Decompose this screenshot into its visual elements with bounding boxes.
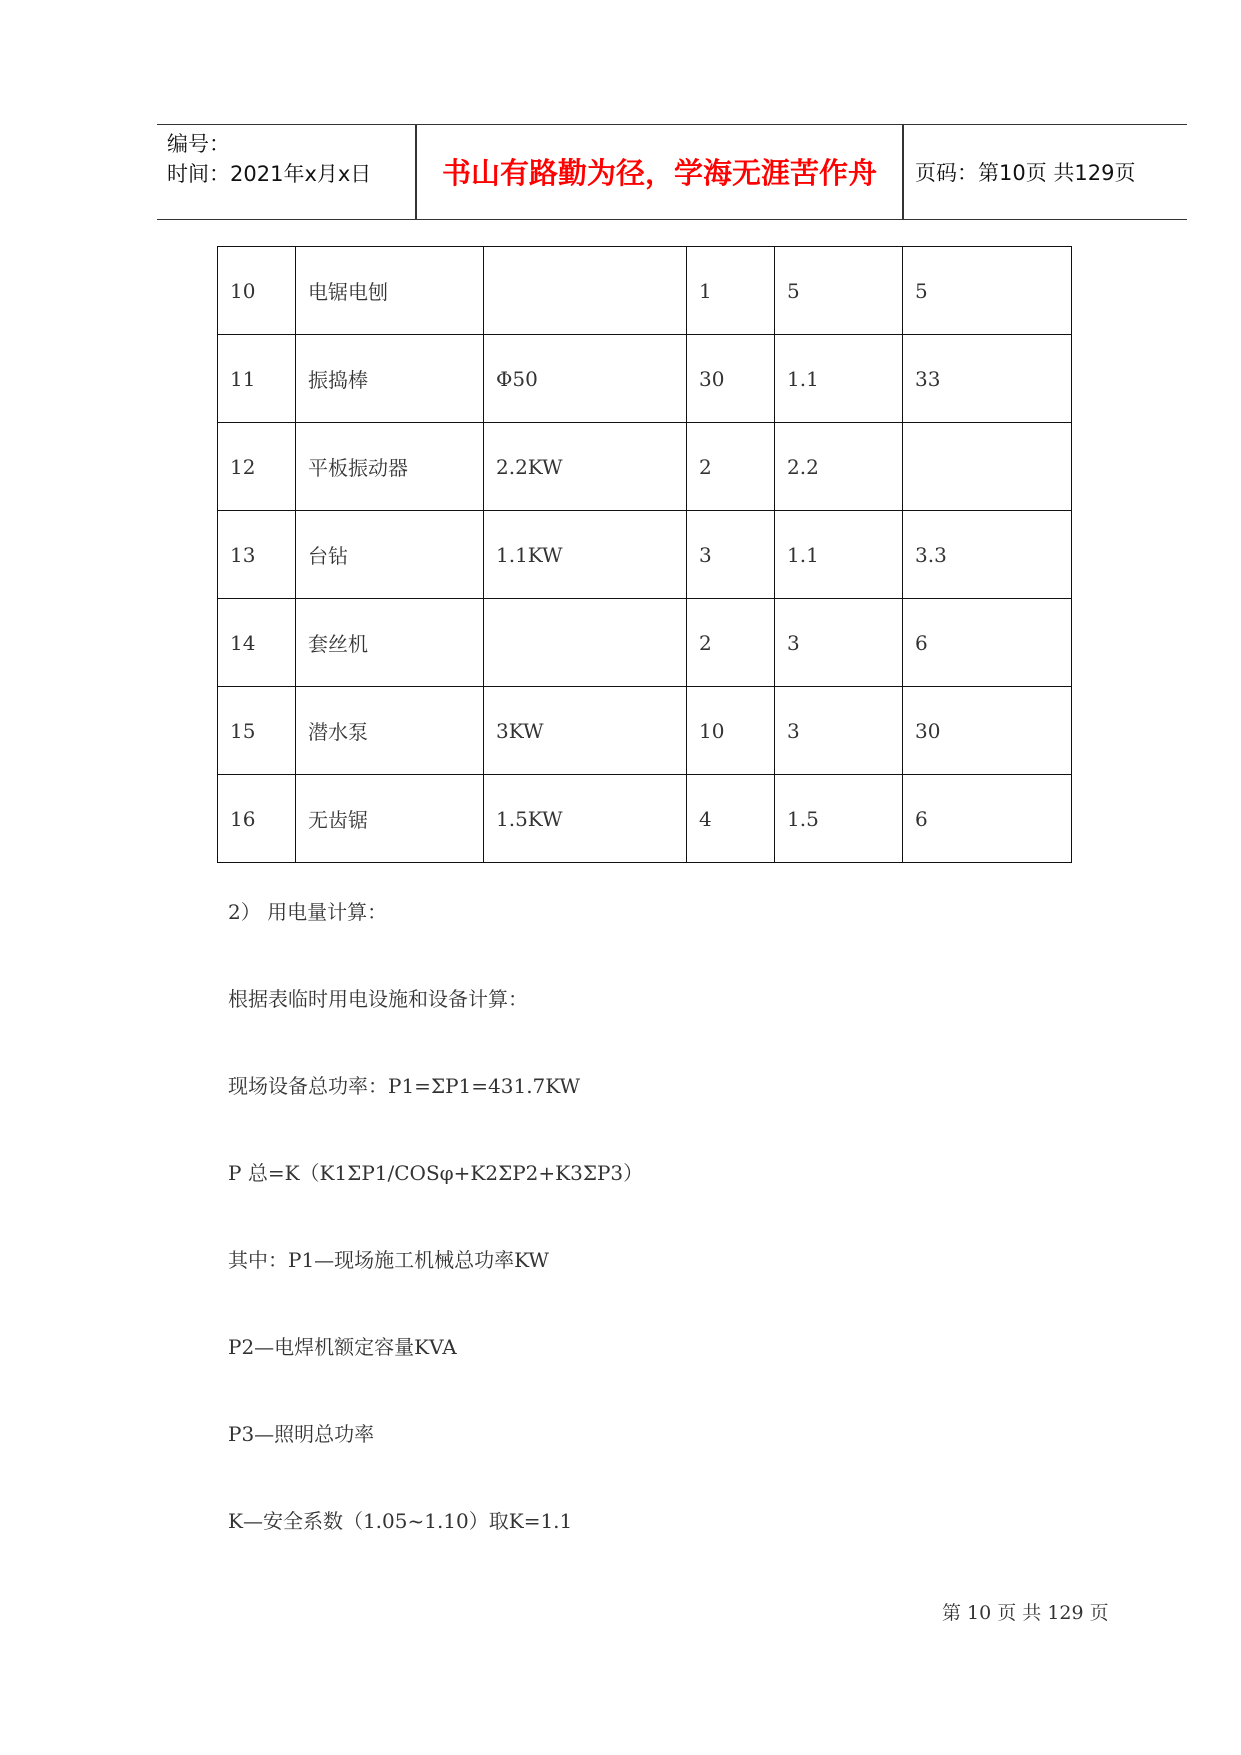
table-cell: 10: [218, 247, 296, 335]
table-cell: 6: [903, 599, 1072, 687]
body-line: P3—照明总功率: [228, 1422, 375, 1446]
table-row: [218, 599, 1072, 687]
table-cell: 11: [218, 335, 296, 423]
table-cell: 3.3: [903, 511, 1072, 599]
table-row: [218, 775, 1072, 863]
table-cell: 5: [903, 247, 1072, 335]
table-cell: Φ50: [484, 335, 687, 423]
table-row: [218, 511, 1072, 599]
body-line: 根据表临时用电设施和设备计算：: [228, 987, 528, 1011]
table-cell: 套丝机: [296, 599, 484, 687]
section-heading: 2） 用电量计算：: [228, 900, 388, 924]
header-meta: [167, 129, 371, 189]
table-cell: 1.1: [775, 511, 903, 599]
table-cell: 14: [218, 599, 296, 687]
table-cell: 15: [218, 687, 296, 775]
table-cell: 潜水泵: [296, 687, 484, 775]
table-cell: 台钻: [296, 511, 484, 599]
body-line: 其中：P1—现场施工机械总功率KW: [228, 1248, 549, 1272]
table-cell: 2.2KW: [484, 423, 687, 511]
table-cell: 13: [218, 511, 296, 599]
table-cell: 6: [903, 775, 1072, 863]
formula-line: P 总=K（K1ΣP1/COSφ+K2ΣP2+K3ΣP3）: [228, 1161, 644, 1185]
header-divider: [902, 125, 904, 219]
table-cell: [484, 247, 687, 335]
table-cell: 4: [687, 775, 775, 863]
table-cell: 1: [687, 247, 775, 335]
equipment-table: [217, 246, 1072, 863]
table-cell: 1.5KW: [484, 775, 687, 863]
table-cell: 2.2: [775, 423, 903, 511]
page-header: [157, 124, 1187, 220]
header-motto: 书山有路勤为径，学海无涯苦作舟: [441, 156, 877, 190]
date-label: 时间：2021年x月x日: [167, 162, 372, 186]
table-cell: 2: [687, 599, 775, 687]
table-cell: 30: [903, 687, 1072, 775]
table-cell: 振捣棒: [296, 335, 484, 423]
body-line: P2—电焊机额定容量KVA: [228, 1335, 457, 1359]
header-page-number: 页码：第10页 共129页: [915, 161, 1136, 185]
table-cell: 16: [218, 775, 296, 863]
table-row: [218, 423, 1072, 511]
table-cell: 1.1: [775, 335, 903, 423]
serial-number-label: 编号：: [167, 132, 230, 156]
table-cell: 10: [687, 687, 775, 775]
table-cell: 33: [903, 335, 1072, 423]
table-cell: 1.1KW: [484, 511, 687, 599]
table-cell: 3: [775, 599, 903, 687]
table-cell: 1.5: [775, 775, 903, 863]
table-cell: 3: [687, 511, 775, 599]
table-row: [218, 247, 1072, 335]
table-cell: 2: [687, 423, 775, 511]
table-cell: 3: [775, 687, 903, 775]
table-cell: 平板振动器: [296, 423, 484, 511]
table-row: [218, 335, 1072, 423]
table-cell: 12: [218, 423, 296, 511]
table-cell: [903, 423, 1072, 511]
table-cell: 5: [775, 247, 903, 335]
body-line: K—安全系数（1.05~1.10）取K=1.1: [228, 1509, 573, 1533]
body-line: 现场设备总功率：P1=ΣP1=431.7KW: [228, 1074, 581, 1098]
table-cell: [484, 599, 687, 687]
table-cell: 3KW: [484, 687, 687, 775]
table-cell: 30: [687, 335, 775, 423]
table-cell: 无齿锯: [296, 775, 484, 863]
page-footer: 第 10 页 共 129 页: [942, 1602, 1109, 1624]
table-cell: 电锯电刨: [296, 247, 484, 335]
table-row: [218, 687, 1072, 775]
